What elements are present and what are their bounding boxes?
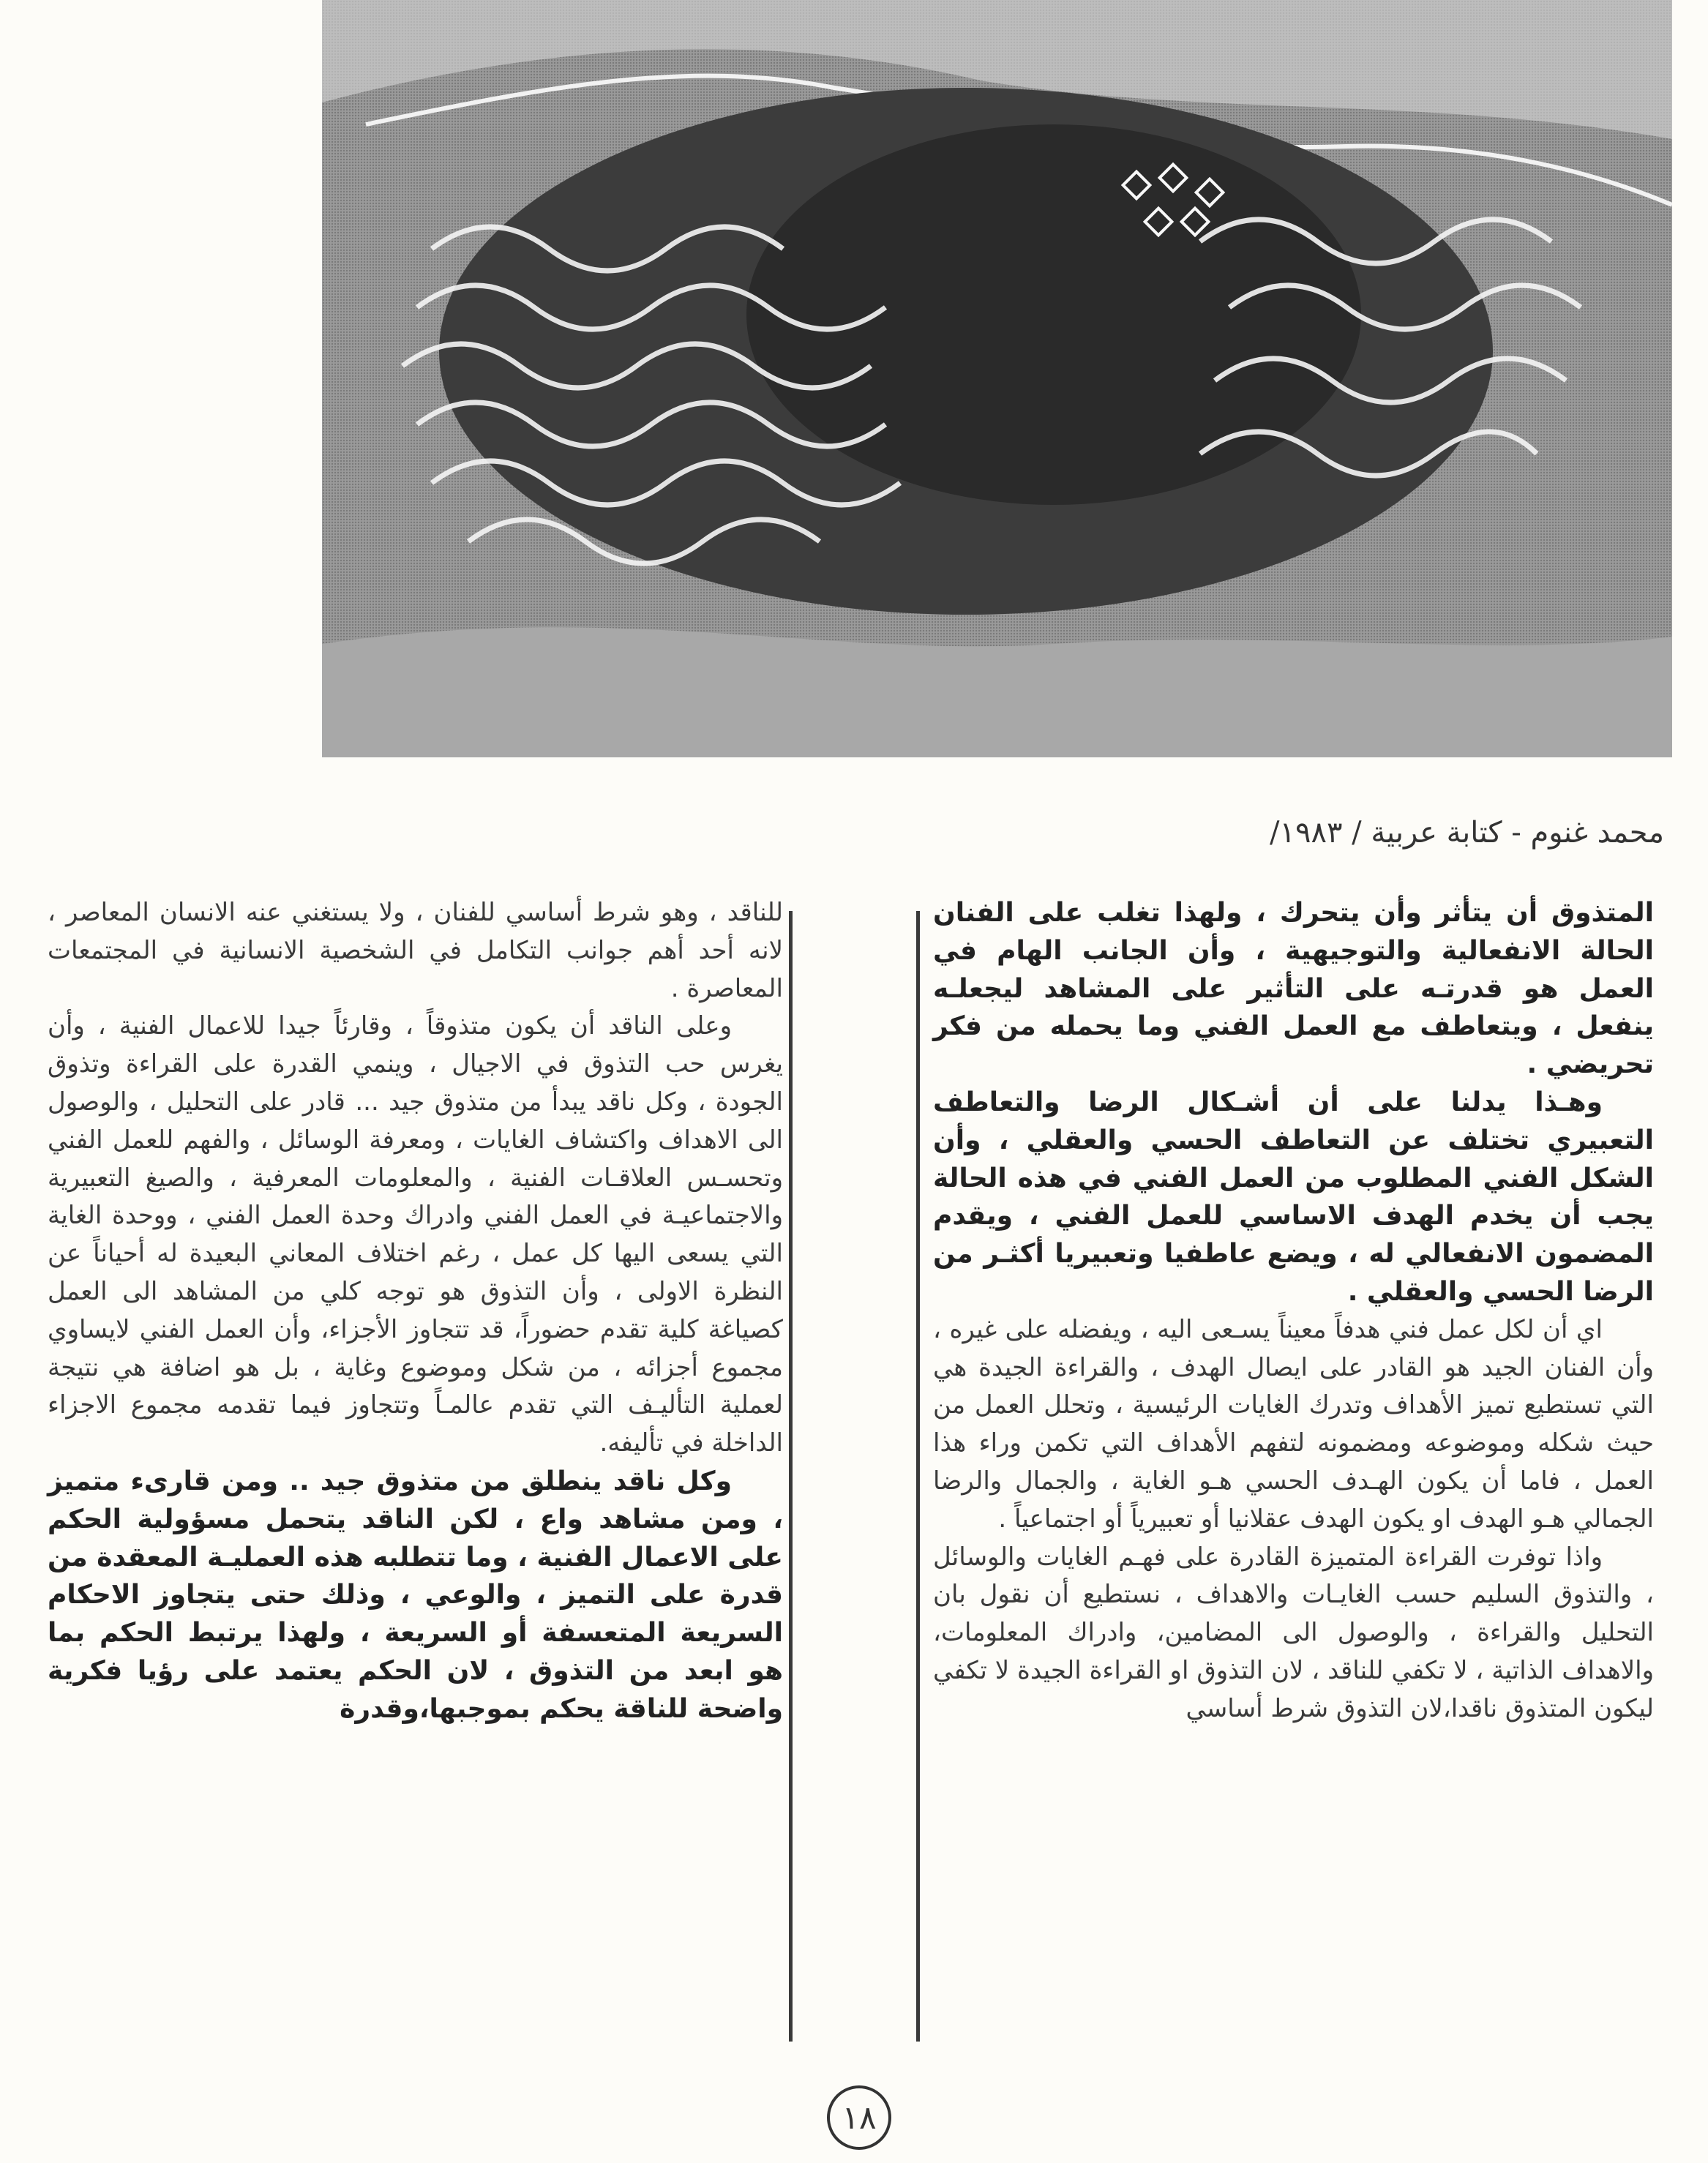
column-divider (916, 911, 920, 2042)
paragraph: للناقد ، وهو شرط أساسي للفنان ، ولا يستغني عنه الانسان المعاصر ، لانه أحد أهم جوانب التكامل في الشخصية الانسانية في المجتمعات المعاصرة . (48, 898, 783, 1003)
article-column-right (933, 894, 1654, 1728)
calligraphy-artwork-image (322, 0, 1672, 757)
article-column-left (48, 894, 783, 1728)
paragraph: وكل ناقد ينطلق من متذوق جيد .. ومن قارىء متميز ، ومن مشاهد واع ، لكن الناقد يتحمل مسؤولية الحكم على الاعمال الفنية ، وما تتطلبه هذه العمليـة المعقدة من قدرة على التميز ، والوعي ، وذلك حتى يتجاوز الاحكام السريعة المتعسفة أو السريعة ، ولهذا يرتبط الحكم بما هو ابعد من التذوق ، لان الحكم يعتمد على رؤيا فكرية واضحة للناقة يحكم بموجبها،وقدرة (48, 1466, 783, 1724)
paragraph: واذا توفرت القراءة المتميزة القادرة على فهـم الغايات والوسائل ، والتذوق السليم حسب الغايـات والاهداف ، نستطيع أن نقول بان التحليل والقراءة ، والوصول الى المضامين، وادراك المعلومات، والاهداف الذاتية ، لا تكفي للناقد ، لان التذوق او القراءة الجيدة لا تكفي ليكون المتذوق ناقدا،لان التذوق شرط أساسي (933, 1542, 1654, 1723)
column-divider (789, 911, 793, 2042)
paragraph: وهـذا يدلنا على أن أشـكال الرضا والتعاطف التعبيري تختلف عن التعاطف الحسي والعقلي ، وأن الشكل الفني المطلوب من العمل الفني في هذه الحالة يجب أن يخدم الهدف الاساسي للعمل الفني ، ويقدم المضمون الانفعالي له ، ويضع عاطفيا وتعبيريا أكثـر من الرضا الحسي والعقلي . (933, 1087, 1654, 1307)
artwork-illustration (322, 0, 1672, 757)
artwork-caption: محمد غنوم - كتابة عربية / ١٩٨٣/ (1270, 816, 1664, 850)
paragraph: اي أن لكل عمل فني هدفاً معيناً يسـعى اليه ، ويفضله على غيره ، وأن الفنان الجيد هو القادر على ايصال الهدف ، والقراءة الجيدة هي التي تستطيع تميز الأهداف وتدرك الغايات الرئيسية ، وتحلل العمل من حيث شكله وموضوعه ومضمونه لتفهم الأهداف التي تكمن وراء هذا العمل ، فاما أن يكون الهـدف الحسي هـو الغاية ، والجمال والرضا الجمالي هـو الهدف او يكون الهدف عقلانيا أو تعبيرياً أو اجتماعياً . (933, 1314, 1654, 1534)
page-number: ١٨ (827, 2085, 891, 2150)
paragraph: المتذوق أن يتأثر وأن يتحرك ، ولهذا تغلب على الفنان الحالة الانفعالية والتوجيهية ، وأن الجانب الهام في العمل هو قدرتـه على التأثير على المشاهد ليجعلـه ينفعل ، ويتعاطف مع العمل الفني وما يحمله من فكر تحريضي . (933, 898, 1654, 1080)
paragraph: وعلى الناقد أن يكون متذوقاً ، وقارئاً جيدا للاعمال الفنية ، وأن يغرس حب التذوق في الاجيال ، وينمي القدرة على القراءة وتذوق الجودة ، وكل ناقد يبدأ من متذوق جيد ... قادر على التحليل ، والوصول الى الاهداف واكتشاف الغايات ، ومعرفة الوسائل ، والفهم للعمل الفني وتحسـس العلاقـات الفنية ، والمعلومات المعرفية ، والصيغ التعبيرية والاجتماعيـة في العمل الفني وادراك وحدة العمل الفني ، ووحدة الغاية التي يسعى اليها كل عمل ، رغم اختلاف المعاني البعيدة له أحياناً عن النظرة الاولى ، وأن التذوق هو توجه كلي من المشاهد الى العمل كصياغة كلية تقدم حضوراً، قد تتجاوز الأجزاء، وأن العمل الفني لايساوي مجموع أجزائه ، من شكل وموضوع وغاية ، بل هو اضافة هي نتيجة لعملية التأليـف التي تقدم عالمـاً وتتجاوز فيما تقدمه مجموع الاجزاء الداخلة في تأليفه. (48, 1011, 783, 1458)
